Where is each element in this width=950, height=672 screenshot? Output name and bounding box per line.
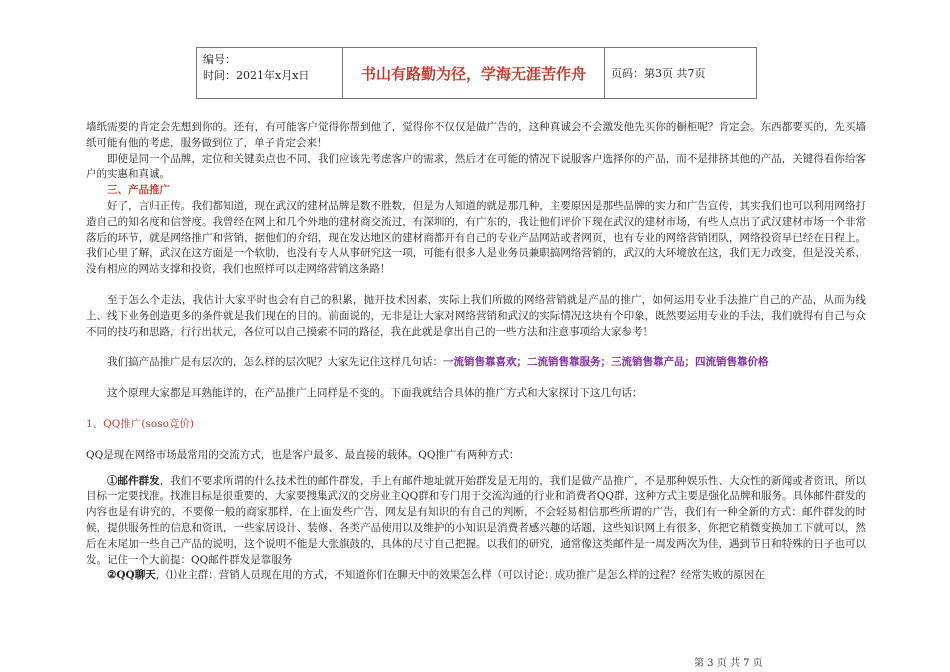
email-method-text: ，我们不要求所谓的什么技术性的邮件群发，手上有邮件地址就开始群发是无用的，我们是做产品推广，不是那种娱乐性、大众性的新闻或者资讯，所以目标一定要找准。找准目标是很重要的，大家要搜集武汉的交房业主QQ群和专门用于交流沟通的行业和消费者QQ群，这种方式主要是强化品牌和服务。具体邮件群发的内容也是有讲究的，不要像一般的商家那样，在上面发些广告，网友是有知识的有自己的判断，不会轻易相信那些所谓的广告，我们有一种全新的方式：邮件群发的时候，提供服务性的信息和资讯，一些家居设计、装修、各类产品使用以及维护的小知识是消费者感兴趣的话题，这些知识网上有很多，你把它稍微变换加工下就可以，然后在末尾加一些自己产品的说明，这个说明不能是大张旗鼓的，具体的尺寸自己把握。以我们的研究，通常像这类邮件是一周发两次为佳，遇到节日和特殊的日子也可以发。记住一个大前提：QQ邮件群发是靠服务 bbox=[86, 474, 867, 566]
paragraph-4: 至于怎么个走法，我估计大家平时也会有自己的积累，抛开技术因素，实际上我们所做的网络营销就是产品的推广，如何运用专业手法推广自己的产品，从而为线上、线下业务创造更多的条件就是我们现在的目的。前面说的，无非是让大家对网络营销和武汉的实际情况这块有个印象，既然要运用专业的手法，我们就得有自己与众不同的技巧和思路，行行出状元，各位可以自己摸索不同的路径，我在此就是拿出自己的一些方法和注意事项给大家参考！ bbox=[86, 293, 866, 338]
chat-method-label: ②QQ聊天 bbox=[107, 569, 156, 582]
header-page: 页码：第3页 共7页 bbox=[611, 67, 706, 80]
paragraph-1: 墙纸需要的肯定会先想到你的。还有，有可能客户觉得你帮到他了，觉得你不仅仅是做广告的，这种真诚会不会激发他先买你的橱柜呢？肯定会。东西都要买的，先买墙纸可能有他的考虑，服务做到位了，单子肯定会来！ bbox=[86, 121, 866, 149]
paragraph-7: QQ是现在网络市场最常用的交流方式，也是客户最多、最直接的载体。QQ推广有两种方式： bbox=[86, 448, 520, 461]
page-footer: 第 3 页 共 7 页 bbox=[694, 658, 763, 669]
qq-promotion-heading: 1、QQ推广(soso竞价) bbox=[86, 417, 195, 430]
header-number: 编号： bbox=[203, 53, 236, 66]
email-method bbox=[86, 474, 866, 569]
email-method-label: ①邮件群发 bbox=[107, 474, 160, 487]
chat-method-text: ，⑴业主群：营销人员现在用的方式，不知道你们在聊天中的效果怎么样（可以讨论：成功推广是怎么样的过程？经常失败的原因在 bbox=[155, 569, 765, 582]
chat-method bbox=[86, 568, 866, 584]
header-time: 时间：2021年x月x日 bbox=[203, 69, 310, 82]
header-meta bbox=[197, 48, 343, 98]
paragraph-2: 即使是同一个品牌，定位和关键卖点也不同，我们应该先考虑客户的需求，然后才在可能的情况下说服客户选择你的产品，而不是排挤其他的产品，关键得看你给客户的实惠和真诚。 bbox=[86, 152, 866, 181]
paragraph-5 bbox=[86, 355, 866, 371]
document-body bbox=[86, 120, 866, 584]
paragraph-5-text: 我们搞产品推广是有层次的，怎么样的层次呢？大家先记住这样几句话： bbox=[107, 356, 443, 369]
sales-levels-highlight: 一流销售靠喜欢；二流销售靠服务；三流销售靠产品；四流销售靠价格 bbox=[443, 356, 769, 369]
page-header bbox=[196, 47, 757, 99]
paragraph-6: 这个原理大家都是耳熟能详的，在产品推广上同样是不变的。下面我就结合具体的推广方式和大家探讨下这几句话： bbox=[107, 387, 643, 400]
section-heading: 三、产品推广 bbox=[107, 184, 170, 197]
paragraph-3: 好了，言归正传。我们都知道，现在武汉的建材品牌是数不胜数，但是为人知道的就是那几种，主要原因是那些品牌的实力和广告宣传，其实我们也可以利用网络打造自己的知名度和信誉度。我曾经在网上和几个外地的建材商交流过，有深圳的，有广东的，我让他们评价下现在武汉的建材市场，有些人点出了武汉建材市场一个非常落后的环节，就是网络推广和营销，据他们的介绍，现在发达地区的建材商都开有自己的专业产品网站或者网页，也有专业的网络营销团队，网络投资早已经在日程上。我们心里了解，武汉在这方面是一个软肋，也没有专人从事研究这一项，可能有很多人是业务员兼职搞网络营销的，武汉的大环境放在这，我们无力改变，但是没关系，没有相应的网站支撑和投资，我们也照样可以走网络营销这条路！ bbox=[86, 199, 866, 276]
header-motto: 书山有路勤为径，学海无涯苦作舟 bbox=[343, 48, 605, 98]
